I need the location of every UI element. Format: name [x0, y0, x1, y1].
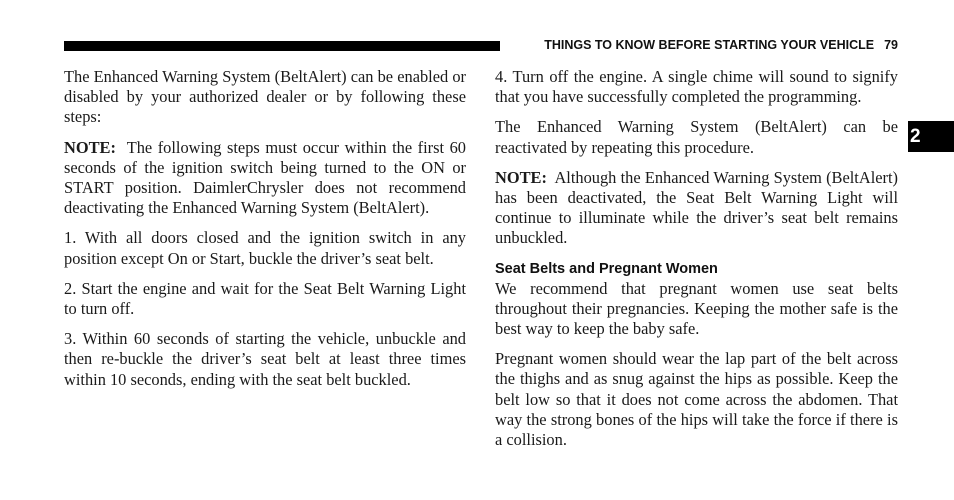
note-text: The following steps must occur within the first 60 seconds of the ignition switch being turned to the ON or START position. DaimlerChrysler does not recommend deactivating the Enhanced Warning System (BeltAlert).	[64, 137, 466, 218]
page-number: 79	[884, 38, 898, 52]
right-column	[495, 67, 898, 460]
step-1: 1. With all doors closed and the ignition switch in any position except On or Start, buckle the driver’s seat belt.	[64, 228, 466, 268]
step-3: 3. Within 60 seconds of starting the vehicle, unbuckle and then re-buckle the driver’s seat belt at least three times within 10 seconds, ending with the seat belt buckled.	[64, 329, 466, 389]
note-label-2: NOTE:	[495, 167, 547, 187]
note-label: NOTE:	[64, 137, 116, 157]
header-title: THINGS TO KNOW BEFORE STARTING YOUR VEHICLE	[544, 38, 875, 52]
step-4: 4. Turn off the engine. A single chime will sound to signify that you have successfully completed the programming.	[495, 67, 898, 107]
header-rule	[64, 41, 500, 51]
pregnant-paragraph: Pregnant women should wear the lap part of the belt across the thighs and as snug against the hips as possible. Keep the belt low so that it does not come across the abdomen. That way the strong bones of the hips will take the force if there is a collision.	[495, 349, 898, 450]
section-heading: Seat Belts and Pregnant Women	[495, 260, 718, 277]
intro-paragraph: The Enhanced Warning System (BeltAlert) can be enabled or disabled by your authorized dealer or by following these steps:	[64, 67, 466, 127]
note-paragraph-2	[495, 168, 898, 249]
note-paragraph	[64, 138, 466, 219]
recommend-paragraph: We recommend that pregnant women use seat belts throughout their pregnancies. Keeping the mother safe is the best way to keep the baby safe.	[495, 278, 898, 339]
running-header	[500, 38, 898, 52]
note-text-2: Although the Enhanced Warning System (BeltAlert) has been deactivated, the Seat Belt Warning Light will continue to illuminate while the driver’s seat belt remains unbuckled.	[495, 167, 898, 248]
step-2: 2. Start the engine and wait for the Seat Belt Warning Light to turn off.	[64, 278, 466, 319]
left-column	[64, 67, 466, 400]
chapter-tab: 2	[908, 121, 954, 152]
reactivate-paragraph: The Enhanced Warning System (BeltAlert) can be reactivated by repeating this procedure.	[495, 117, 898, 157]
